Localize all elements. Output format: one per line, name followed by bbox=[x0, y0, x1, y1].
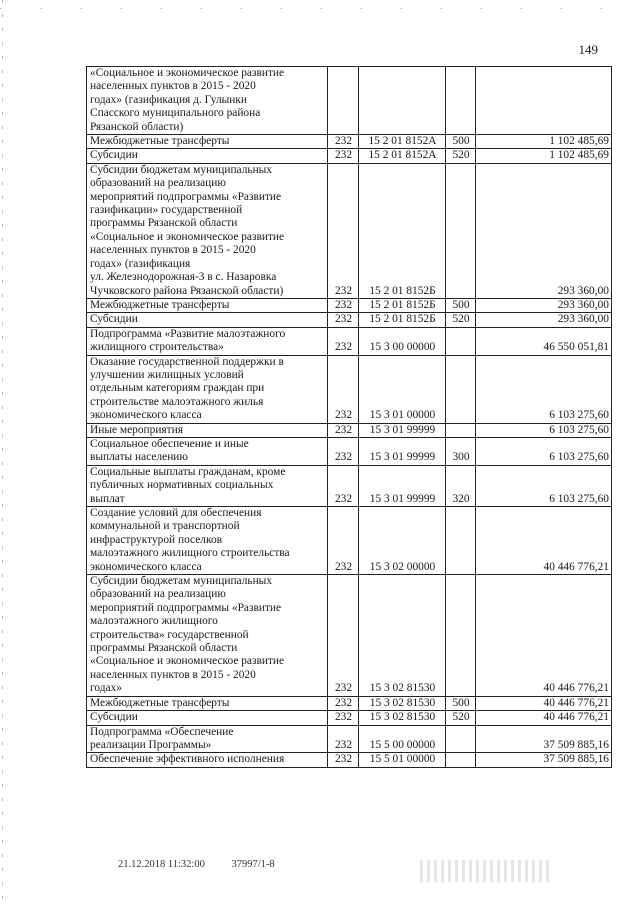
budget-table bbox=[86, 66, 612, 768]
cell-code: 15 2 01 8152Б bbox=[359, 163, 446, 298]
cell-code: 15 3 01 00000 bbox=[359, 355, 446, 423]
cell-gr: 232 bbox=[328, 575, 359, 697]
cell-vr: 500 bbox=[446, 135, 476, 149]
cell-vr bbox=[446, 575, 476, 697]
cell-code: 15 3 00 00000 bbox=[359, 327, 446, 355]
cell-gr bbox=[328, 67, 359, 135]
cell-code: 15 2 01 8152А bbox=[359, 135, 446, 149]
cell-name: Межбюджетные трансферты bbox=[87, 298, 328, 312]
cell-name: Субсидии бюджетам муниципальных образований на реализацию мероприятий подпрограммы «Развитие малоэтажного жилищного строительства» государственной программы Рязанской области «Социальное и экономическое развитие населенных пунктов в 2015 - 2020 годах» bbox=[87, 575, 328, 697]
cell-name: Иные мероприятия bbox=[87, 423, 328, 437]
cell-code: 15 3 02 00000 bbox=[359, 507, 446, 575]
cell-code: 15 3 02 81530 bbox=[359, 696, 446, 710]
cell-vr: 320 bbox=[446, 465, 476, 506]
table-row bbox=[87, 355, 612, 423]
cell-vr: 520 bbox=[446, 313, 476, 327]
cell-sum: 40 446 776,21 bbox=[476, 696, 612, 710]
cell-sum: 40 446 776,21 bbox=[476, 507, 612, 575]
table-row bbox=[87, 507, 612, 575]
budget-table-body bbox=[87, 67, 612, 768]
table-row bbox=[87, 725, 612, 753]
cell-gr: 232 bbox=[328, 313, 359, 327]
table-row bbox=[87, 696, 612, 710]
table-row bbox=[87, 753, 612, 767]
cell-name: Подпрограмма «Обеспечение реализации Программы» bbox=[87, 725, 328, 753]
cell-code: 15 2 01 8152Б bbox=[359, 313, 446, 327]
table-row bbox=[87, 575, 612, 697]
table-row bbox=[87, 163, 612, 298]
page-number: 149 bbox=[578, 42, 598, 57]
cell-name: Межбюджетные трансферты bbox=[87, 696, 328, 710]
cell-sum: 6 103 275,60 bbox=[476, 423, 612, 437]
cell-code: 15 3 02 81530 bbox=[359, 711, 446, 725]
cell-gr: 232 bbox=[328, 753, 359, 767]
cell-gr: 232 bbox=[328, 149, 359, 163]
cell-name: Субсидии бюджетам муниципальных образований на реализацию мероприятий подпрограммы «Развитие газификации» государственной программы Рязанской области «Социальное и экономическое развитие населенных пунктов в 2015 - 2020 годах» (газификация ул. Железнодорожная-3 в с. Назаровка Чучковского района Рязанской области) bbox=[87, 163, 328, 298]
cell-sum: 6 103 275,60 bbox=[476, 355, 612, 423]
cell-code bbox=[359, 67, 446, 135]
cell-code: 15 5 00 00000 bbox=[359, 725, 446, 753]
cell-code: 15 5 01 00000 bbox=[359, 753, 446, 767]
cell-sum: 1 102 485,69 bbox=[476, 149, 612, 163]
cell-vr bbox=[446, 67, 476, 135]
table-row bbox=[87, 135, 612, 149]
cell-vr bbox=[446, 327, 476, 355]
cell-code: 15 3 01 99999 bbox=[359, 465, 446, 506]
cell-sum: 1 102 485,69 bbox=[476, 135, 612, 149]
cell-gr: 232 bbox=[328, 725, 359, 753]
page-footer bbox=[118, 859, 299, 870]
footer-document-id: 37997/1-8 bbox=[231, 859, 275, 870]
cell-code: 15 3 01 99999 bbox=[359, 423, 446, 437]
cell-gr: 232 bbox=[328, 298, 359, 312]
cell-name: Субсидии bbox=[87, 149, 328, 163]
cell-code: 15 2 01 8152Б bbox=[359, 298, 446, 312]
cell-name: Подпрограмма «Развитие малоэтажного жилищного строительства» bbox=[87, 327, 328, 355]
table-row bbox=[87, 298, 612, 312]
table-row bbox=[87, 423, 612, 437]
cell-sum: 37 509 885,16 bbox=[476, 725, 612, 753]
cell-vr bbox=[446, 725, 476, 753]
cell-sum: 293 360,00 bbox=[476, 313, 612, 327]
cell-sum: 6 103 275,60 bbox=[476, 465, 612, 506]
cell-sum: 6 103 275,60 bbox=[476, 437, 612, 465]
cell-name: Субсидии bbox=[87, 313, 328, 327]
cell-vr: 520 bbox=[446, 149, 476, 163]
cell-vr bbox=[446, 355, 476, 423]
cell-sum: 293 360,00 bbox=[476, 298, 612, 312]
cell-vr bbox=[446, 507, 476, 575]
cell-gr: 232 bbox=[328, 423, 359, 437]
table-row bbox=[87, 327, 612, 355]
footer-datetime: 21.12.2018 11:32:00 bbox=[118, 859, 205, 870]
cell-vr bbox=[446, 423, 476, 437]
cell-sum bbox=[476, 67, 612, 135]
cell-name: Социальные выплаты гражданам, кроме публичных нормативных социальных выплат bbox=[87, 465, 328, 506]
cell-gr: 232 bbox=[328, 507, 359, 575]
cell-code: 15 2 01 8152А bbox=[359, 149, 446, 163]
cell-gr: 232 bbox=[328, 135, 359, 149]
cell-name: Социальное обеспечение и иные выплаты населению bbox=[87, 437, 328, 465]
cell-gr: 232 bbox=[328, 696, 359, 710]
table-row bbox=[87, 437, 612, 465]
cell-code: 15 3 02 81530 bbox=[359, 575, 446, 697]
table-row bbox=[87, 149, 612, 163]
cell-gr: 232 bbox=[328, 355, 359, 423]
table-row bbox=[87, 313, 612, 327]
table-row bbox=[87, 465, 612, 506]
cell-vr: 500 bbox=[446, 696, 476, 710]
scan-edge-left bbox=[2, 0, 3, 905]
cell-vr bbox=[446, 753, 476, 767]
cell-sum: 46 550 051,81 bbox=[476, 327, 612, 355]
cell-sum: 37 509 885,16 bbox=[476, 753, 612, 767]
cell-gr: 232 bbox=[328, 437, 359, 465]
cell-name: Межбюджетные трансферты bbox=[87, 135, 328, 149]
cell-vr: 520 bbox=[446, 711, 476, 725]
cell-sum: 40 446 776,21 bbox=[476, 575, 612, 697]
cell-name: Оказание государственной поддержки в улучшении жилищных условий отдельным категориям граждан при строительстве малоэтажного жилья экономического класса bbox=[87, 355, 328, 423]
cell-name: Создание условий для обеспечения коммунальной и транспортной инфраструктурой поселков малоэтажного жилищного строительства экономического класса bbox=[87, 507, 328, 575]
cell-vr: 500 bbox=[446, 298, 476, 312]
cell-vr bbox=[446, 163, 476, 298]
cell-name: Субсидии bbox=[87, 711, 328, 725]
cell-gr: 232 bbox=[328, 465, 359, 506]
table-row bbox=[87, 67, 612, 135]
cell-gr: 232 bbox=[328, 711, 359, 725]
scan-edge-top bbox=[0, 8, 640, 9]
cell-name: Обеспечение эффективного исполнения bbox=[87, 753, 328, 767]
cell-gr: 232 bbox=[328, 163, 359, 298]
cell-name: «Социальное и экономическое развитие населенных пунктов в 2015 - 2020 годах» (газификация д. Гулынки Спасского муниципального района Рязанской области) bbox=[87, 67, 328, 135]
cell-code: 15 3 01 99999 bbox=[359, 437, 446, 465]
cell-sum: 40 446 776,21 bbox=[476, 711, 612, 725]
cell-vr: 300 bbox=[446, 437, 476, 465]
cell-sum: 293 360,00 bbox=[476, 163, 612, 298]
cell-gr: 232 bbox=[328, 327, 359, 355]
table-row bbox=[87, 711, 612, 725]
faded-stamp bbox=[420, 860, 550, 882]
